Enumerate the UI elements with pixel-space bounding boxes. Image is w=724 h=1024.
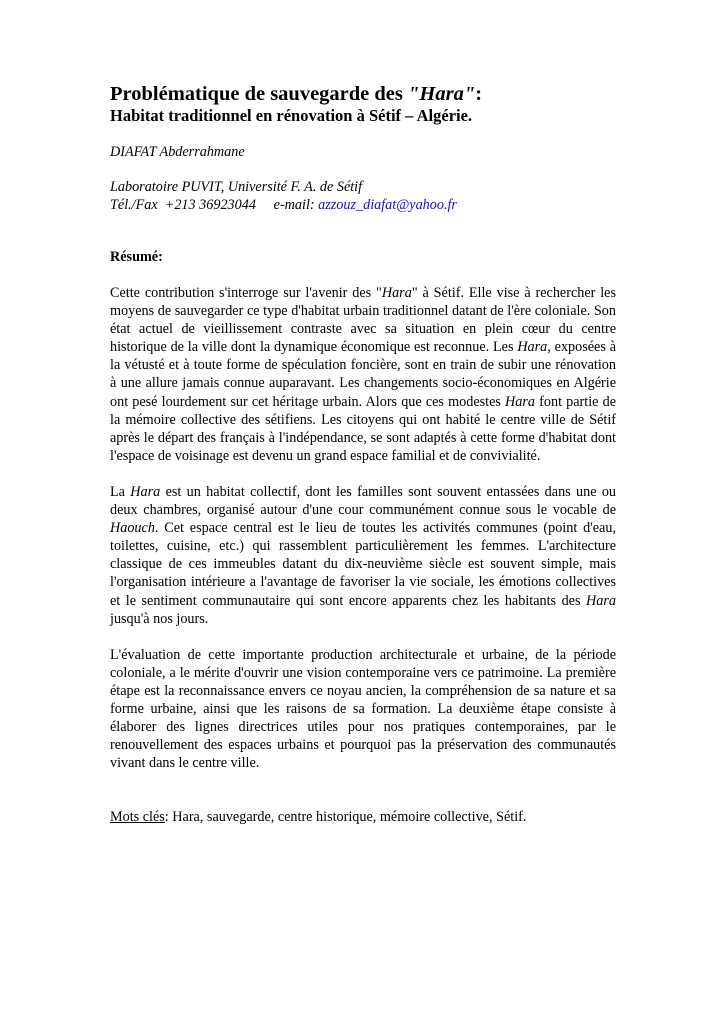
p2-text-2: est un habitat collectif, dont les familles sont souvent entassées dans une ou deux chambres, organisé autour d'une cour communément connue sous le vocable de [110,483,617,519]
keywords-text: : Hara, sauvegarde, centre historique, mémoire collective, Sétif. [164,809,527,826]
keywords-label: Mots clés [110,809,165,826]
p1-text-2: " à Sétif. Elle vise à rechercher les moyens de sauvegarder ce type d'habitat urbain traditionnel datant de l'ère coloniale. Son état actuel de vieillissement contraste avec sa situation en plein cœur du centre historique de la ville dont la dynamique économique est reconnue. Les [110,285,616,356]
p1-italic-2: Hara [517,339,548,356]
p2-text-1: La [110,483,131,500]
affiliation-lab: Laboratoire PUVIT, Université F. A. de Sétif [110,179,363,195]
p1-text-3: , exposées à la vétusté et à toute forme de spéculation foncière, sont en train de subir une rénovation à une allure jamais connue auparavant. Les changements socio-économiques en Algérie ont pesé lourdement sur cet héritage urbain. Alors que ces modestes [110,339,616,410]
abstract-paragraph-2 [110,483,616,628]
title-italic-hara: "Hara" [408,83,476,105]
document-page [110,82,616,826]
p2-italic-1: Hara [130,483,161,500]
abstract-heading: Résumé: [110,249,163,265]
abstract-paragraph-1 [110,284,616,465]
title-prefix: Problématique de sauvegarde des [110,83,409,105]
p2-text-4: jusqu'à nos jours. [110,610,209,627]
title-suffix: : [475,83,483,105]
p2-text-3: . Cet espace central est le lieu de toutes les activités communes (point d'eau, toilettes, cuisine, etc.) qui rassemblent particulièrement les femmes. L'architecture classique de ces immeubles datant du dix-neuvième siècle est souvent simple, mais l'organisation intérieure a l'avantage de favoriser la vie sociale, les émotions collectives et le sentiment communautaire qui sont encore apparents chez les habitants des [110,520,616,609]
author-name: DIAFAT Abderrahmane [110,144,245,160]
p1-italic-1: Hara [381,285,412,301]
p2-italic-3: Hara [586,592,616,609]
email-link[interactable]: azzouz_diafat@yahoo.fr [318,197,457,213]
p2-italic-2: Haouch [110,520,155,537]
abstract-paragraph-3: L'évaluation de cette importante production architecturale et urbaine, de la période coloniale, a le mérite d'ouvrir une vision contemporaine vers ce patrimoine. La première étape est la reconnaissance envers ce noyau ancien, la compréhension de sa nature et sa forme urbaine, ainsi que les raisons de sa formation. La deuxième étape consiste à élaborer des lignes directrices utiles pour nos pratiques contemporaines, par le renouvellement des espaces urbains et pourquoi pas la préservation des communautés vivant dans le centre ville. [110,646,616,772]
paper-title [110,82,616,106]
p1-italic-3: Hara [505,393,536,410]
paper-subtitle: Habitat traditionnel en rénovation à Sétif – Algérie. [110,106,473,125]
p1-text-1: Cette contribution s'interroge sur l'avenir des " [110,285,382,301]
phone-fax-text: Tél./Fax +213 36923044 e-mail: [110,197,319,213]
affiliation-contact [110,196,616,214]
p1-text-4: font partie de la mémoire collective des sétifiens. Les citoyens qui ont habité le centre ville de Sétif après le départ des français à l'indépendance, se sont adaptés à cette forme d'habitat dont l'espace de voisinage est devenu un grand espace familial et de convivialité. [110,393,616,464]
keywords-line [110,808,616,826]
